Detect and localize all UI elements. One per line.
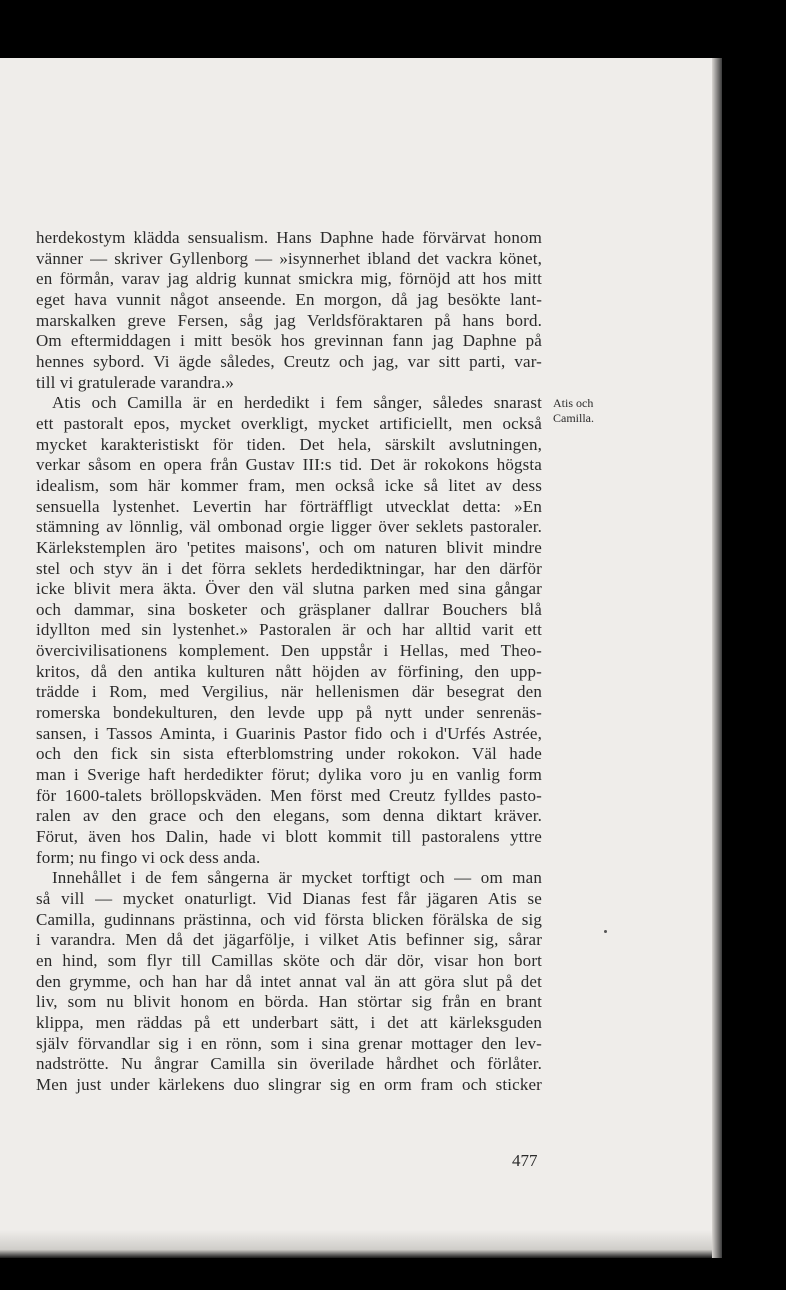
text-line: kritos, då den antika kulturen nått höjden av förfining, den upp- (36, 661, 542, 681)
text-line: själv förvandlar sig i en rönn, som i sina grenar mottager den lev- (36, 1033, 542, 1053)
text-line: liv, som nu blivit honom en börda. Han störtar sig från en brant (36, 992, 542, 1012)
text-line: för 1600-talets bröllopskväden. Men först med Creutz fylldes pasto- (36, 785, 542, 805)
dust-speck (604, 930, 607, 933)
text-line: Innehållet i de fem sångerna är mycket torftigt och — om man (52, 868, 542, 888)
text-line: mycket karakteristiskt för tiden. Det hela, särskilt avslutningen, (36, 434, 542, 454)
text-line: en förmån, varav jag aldrig kunnat smickra mig, förnöjd att hos mitt (36, 269, 542, 289)
text-line: vänner — skriver Gyllenborg — »isynnerhet ibland det vackra könet, (36, 248, 542, 268)
text-line: verkar såsom en opera från Gustav III:s tid. Det är rokokons högsta (36, 455, 542, 475)
text-line: Men just under kärlekens duo slingrar sig en orm fram och sticker (36, 1074, 542, 1094)
text-line: idealism, som här kommer fram, men också icke så litet av dess (36, 475, 542, 495)
text-line: stel och styv än i det förra seklets herdediktningar, har den därför (36, 558, 542, 578)
text-line: sensuella lystenhet. Levertin har förträffligt utvecklat detta: »En (36, 496, 542, 516)
text-line: marskalken greve Fersen, såg jag Verldsföraktaren på hans bord. (36, 310, 542, 330)
text-line: idyllton med sin lystenhet.» Pastoralen är och har alltid varit ett (36, 620, 542, 640)
text-line: klippa, men räddas på ett underbart sätt, i det att kärleksguden (36, 1012, 542, 1032)
text-line: ralen av den grace och den elegans, som denna diktart kräver. (36, 806, 542, 826)
text-line: hennes sybord. Vi ägde således, Creutz och jag, var sitt parti, var- (36, 351, 542, 371)
text-line: i varandra. Men då det jägarfölje, i vilket Atis befinner sig, sårar (36, 930, 542, 950)
text-line: Förut, även hos Dalin, hade vi blott kommit till pastoralens yttre (36, 827, 542, 847)
book-page (0, 58, 712, 1258)
text-line: Kärlekstemplen äro 'petites maisons', och om naturen blivit mindre (36, 537, 542, 557)
text-line: herdekostym klädda sensualism. Hans Daphne hade förvärvat honom (36, 228, 542, 247)
text-line: sansen, i Tassos Aminta, i Guarinis Pastor fido och i d'Urfés Astrée, (36, 723, 542, 743)
margin-note-line: Atis och (553, 396, 594, 410)
text-line: den grymme, och han har då intet annat val än att göra slut på det (36, 971, 542, 991)
text-line: så vill — mycket onaturligt. Vid Dianas fest får jägaren Atis se (36, 889, 542, 908)
text-line: stämning av lönnlig, väl ombonad orgie ligger över seklets pastoraler. (36, 517, 542, 537)
text-line: eget hava vunnit något anseende. En morgon, då jag besökte lant- (36, 289, 542, 309)
text-line: övercivilisationens komplement. Den uppstår i Hellas, med Theo- (36, 641, 542, 661)
text-line: nadströtte. Nu ångrar Camilla sin överilade hårdhet och förlåter. (36, 1054, 542, 1074)
margin-note-line: Camilla. (553, 411, 594, 425)
text-line: man i Sverige haft herdedikter förut; dylika voro ju en vanlig form (36, 765, 542, 785)
text-line: Camilla, gudinnans prästinna, och vid första blicken förälska de sig (36, 909, 542, 929)
margin-note (553, 396, 623, 426)
text-line: och den fick sin sista efterblomstring under rokokon. Väl hade (36, 744, 542, 764)
page-bottom-shadow (0, 1230, 712, 1258)
text-line: romerska bondekulturen, den levde upp på nytt under senrenäs- (36, 703, 542, 723)
page-edge (712, 58, 722, 1258)
text-line: trädde i Rom, med Vergilius, när hellenismen där besegrat den (36, 682, 542, 702)
text-line: en hind, som flyr till Camillas sköte och där dör, visar hon bort (36, 950, 542, 970)
text-line: form; nu fingo vi ock dess anda. (36, 847, 261, 867)
body-text (36, 228, 542, 1096)
text-line: till vi gratulerade varandra.» (36, 372, 235, 392)
text-line: icke blivit mera äkta. Över den väl slutna parken med sina gångar (36, 579, 542, 599)
page-number: 477 (512, 1151, 538, 1170)
text-line: ett pastoralt epos, mycket overkligt, mycket artificiellt, men också (36, 413, 542, 433)
text-line: Atis och Camilla är en herdedikt i fem sånger, således snarast (52, 393, 542, 413)
text-line: Om eftermiddagen i mitt besök hos grevinnan fann jag Daphne på (36, 331, 542, 351)
text-line: och dammar, sina bosketer och gräsplaner dallrar Bouchers blå (36, 599, 542, 619)
